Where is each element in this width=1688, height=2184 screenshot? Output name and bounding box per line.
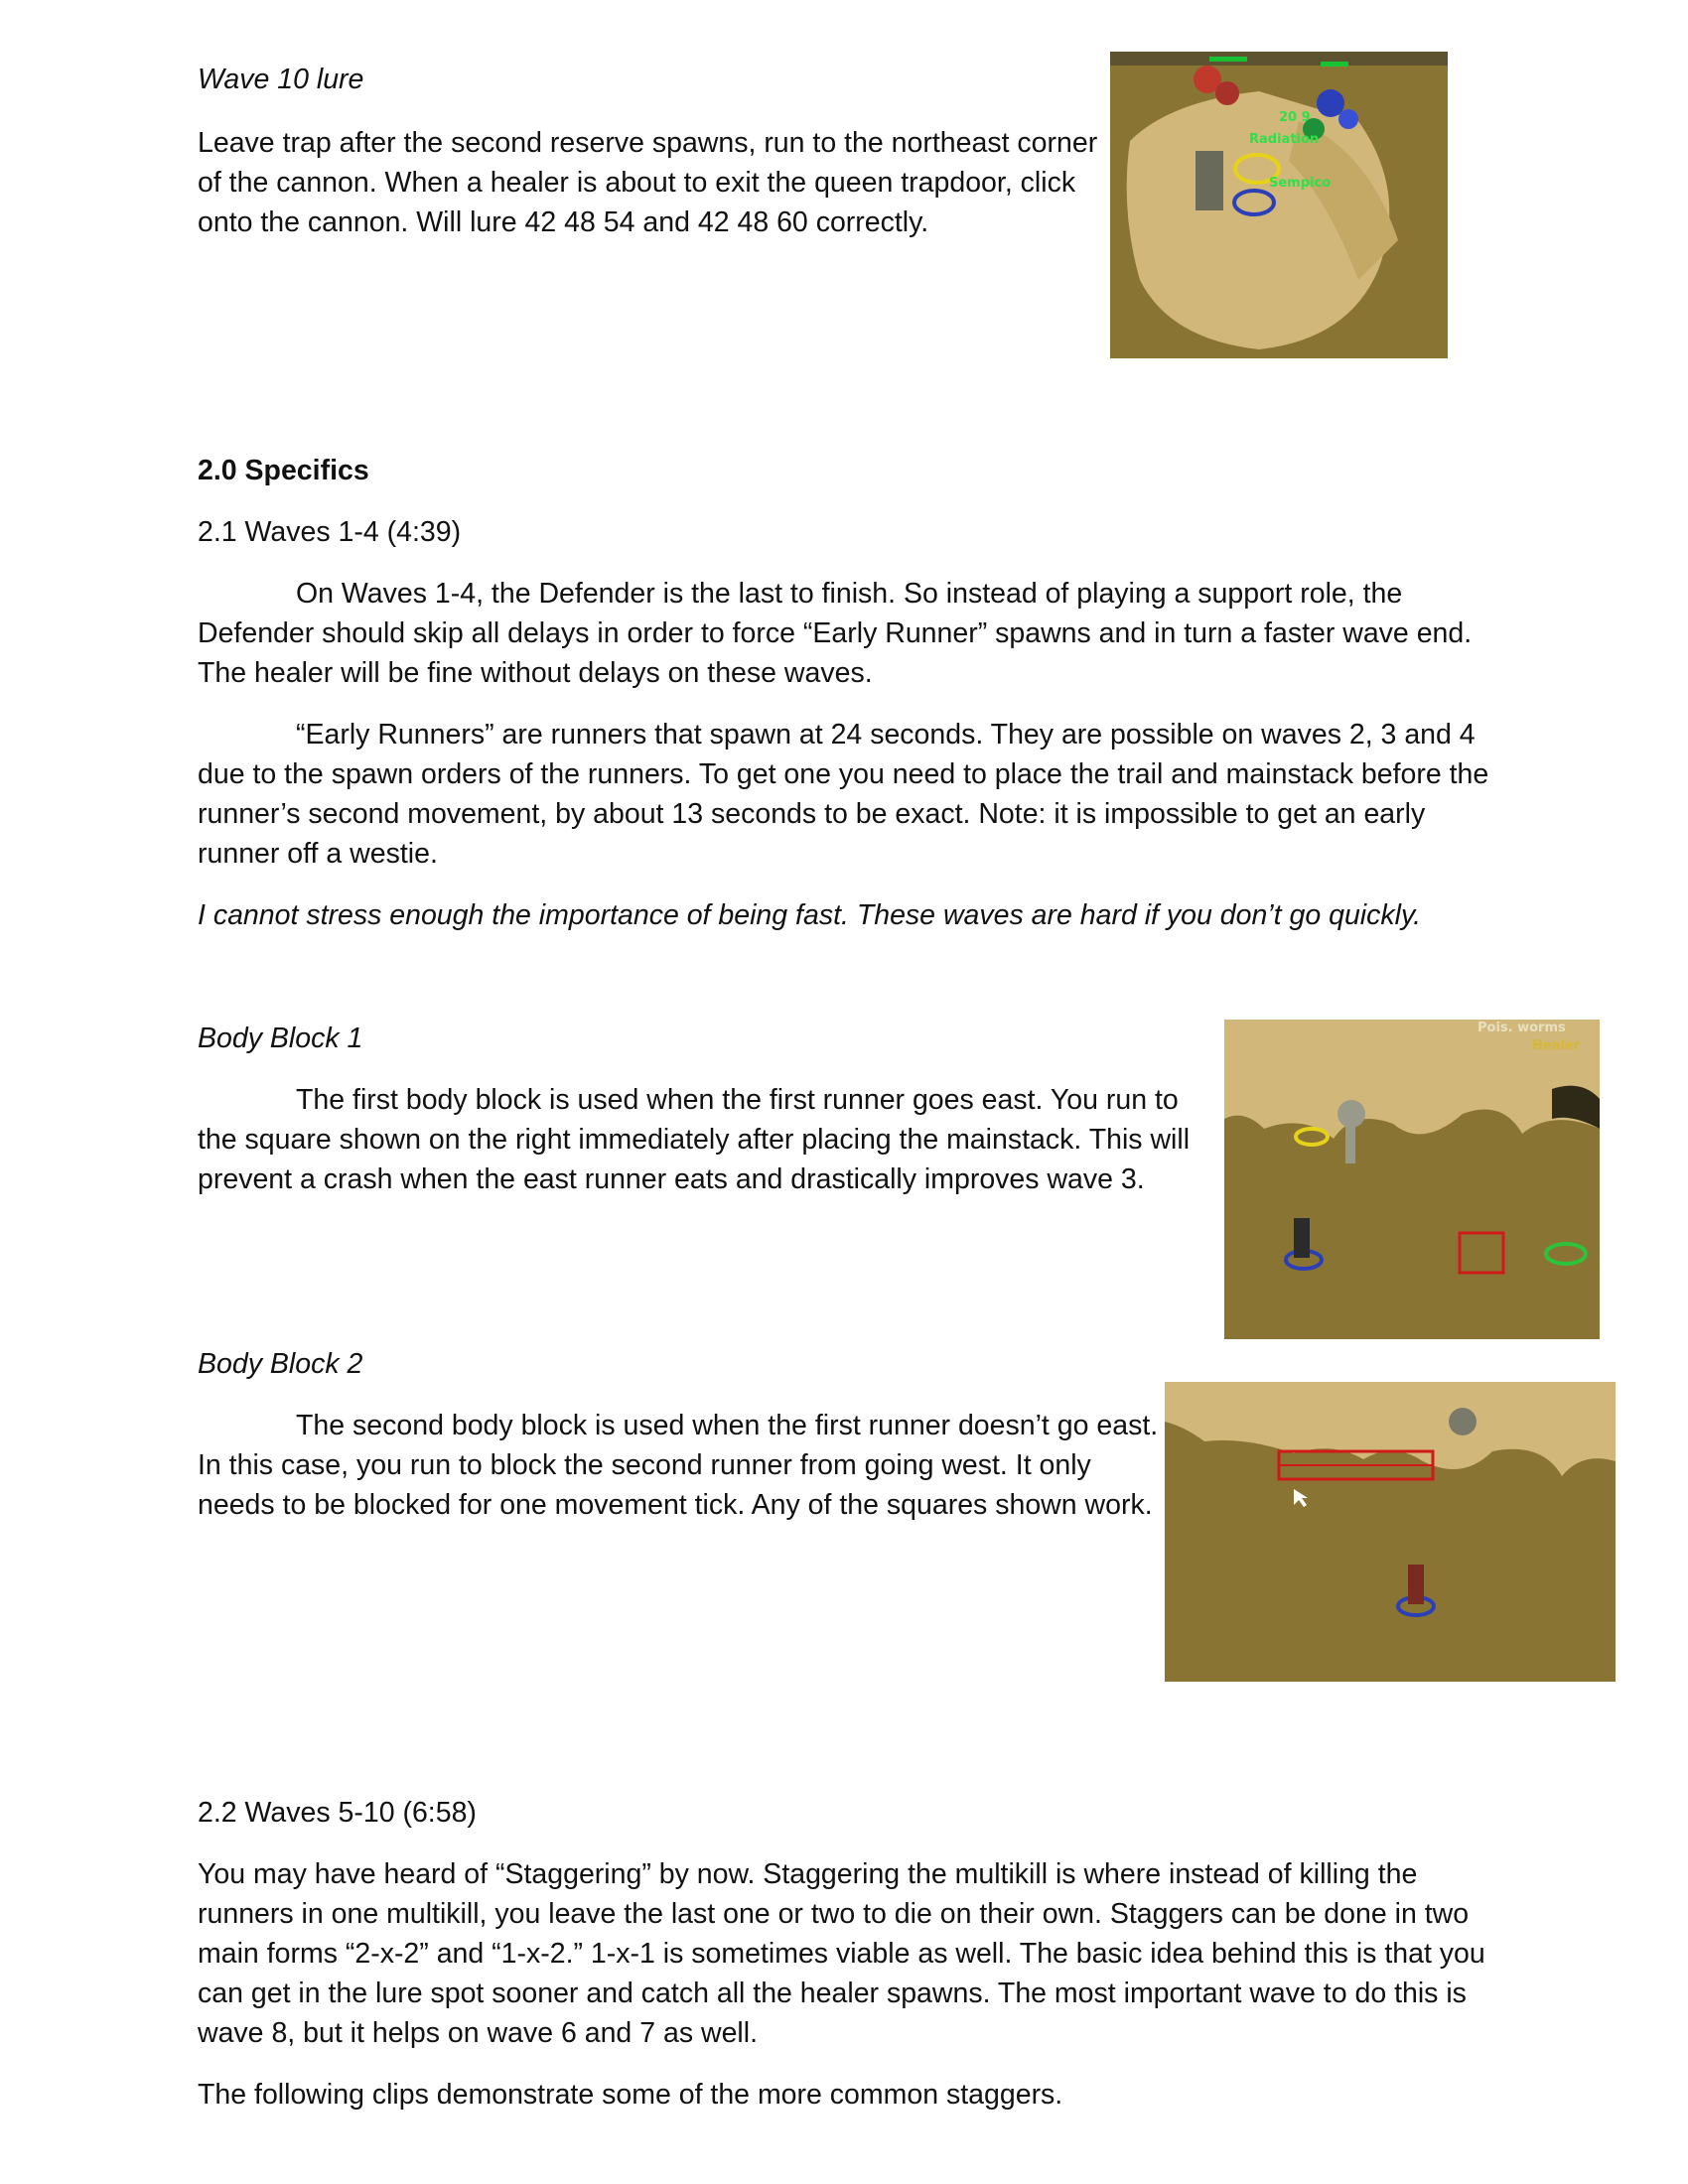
wave10-scene <box>1110 52 1448 358</box>
overlay-label: Healer <box>1532 1038 1581 1053</box>
block2-scene <box>1165 1382 1616 1682</box>
player-figure <box>1408 1565 1424 1604</box>
waves5-line-2: runners in one multikill, you leave the last one or two to die on their own. Staggers can be done in two <box>198 1898 1470 1930</box>
block1-screenshot <box>1224 1020 1600 1339</box>
overlay-label: 20 9 <box>1279 110 1311 125</box>
p2-line-4: runner off a westie. <box>198 838 438 870</box>
subsection-heading-2: 2.2 Waves 5-10 (6:58) <box>198 1797 477 1829</box>
block1-line-1: The first body block is used when the first runner goes east. You run to <box>296 1084 1179 1116</box>
wave10-line-3: onto the cannon. Will lure 42 48 54 and 42 48 60 correctly. <box>198 206 929 238</box>
health-bar <box>1209 57 1247 62</box>
wave10-heading: Wave 10 lure <box>198 64 364 95</box>
player-figure <box>1294 1218 1310 1258</box>
subsection-heading: 2.1 Waves 1-4 (4:39) <box>198 516 462 548</box>
blue-orb-icon <box>1338 109 1358 129</box>
block2-screenshot <box>1165 1382 1616 1682</box>
waves5-line-4: can get in the lure spot sooner and catch all the healer spawns. The most important wave to do this is <box>198 1978 1467 2009</box>
block1-line-2: the square shown on the right immediately after placing the mainstack. This will <box>198 1124 1191 1156</box>
rock-pillar <box>1337 1100 1365 1128</box>
waves5-line-3: main forms “2-x-2” and “1-x-2.” 1-x-1 is sometimes viable as well. The basic idea behind this is that you <box>198 1938 1485 1970</box>
overlay-label: Radiation <box>1249 132 1320 147</box>
fence-strip <box>1110 52 1448 66</box>
block2-line-3: needs to be blocked for one movement tick. Any of the squares shown work. <box>198 1489 1153 1521</box>
section-heading: 2.0 Specifics <box>198 455 369 486</box>
health-bar <box>1321 62 1348 67</box>
wave10-line-2: of the cannon. When a healer is about to exit the queen trapdoor, click <box>198 167 1076 199</box>
waves5-line-5: wave 8, but it helps on wave 6 and 7 as well. <box>198 2017 759 2049</box>
red-orb-icon <box>1215 81 1239 105</box>
block2-heading: Body Block 2 <box>198 1348 363 1380</box>
wave10-line-1: Leave trap after the second reserve spawns, run to the northeast corner <box>198 127 1098 159</box>
p1-line-1: On Waves 1-4, the Defender is the last to finish. So instead of playing a support role, the <box>296 578 1403 610</box>
p1-line-3: The healer will be fine without delays on these waves. <box>198 657 873 689</box>
overlay-label: Pois. worms <box>1477 1021 1566 1035</box>
block2-line-1: The second body block is used when the first runner doesn’t go east. <box>296 1410 1159 1441</box>
block1-line-3: prevent a crash when the east runner eats and drastically improves wave 3. <box>198 1163 1145 1195</box>
closing-line: The following clips demonstrate some of the more common staggers. <box>198 2079 1063 2111</box>
rock-figure <box>1449 1408 1477 1435</box>
emphasis-note: I cannot stress enough the importance of being fast. These waves are hard if you don’t go quickly. <box>198 899 1422 931</box>
rock-wall <box>1224 1020 1600 1139</box>
p1-line-2: Defender should skip all delays in order to force “Early Runner” spawns and in turn a faster wave end. <box>198 617 1473 649</box>
waves5-line-1: You may have heard of “Staggering” by now. Staggering the multikill is where instead of killing the <box>198 1858 1418 1890</box>
p2-line-3: runner’s second movement, by about 13 seconds to be exact. Note: it is impossible to get an early <box>198 798 1426 830</box>
blue-orb-icon <box>1317 89 1344 117</box>
block1-scene <box>1224 1020 1600 1339</box>
cannon <box>1196 151 1223 210</box>
block1-heading: Body Block 1 <box>198 1023 363 1054</box>
overlay-label: Sempico <box>1269 176 1332 191</box>
wave10-screenshot <box>1110 52 1448 358</box>
p2-line-2: due to the spawn orders of the runners. To get one you need to place the trail and mainstack before the <box>198 758 1489 790</box>
rock-pillar <box>1345 1124 1355 1163</box>
p2-line-1: “Early Runners” are runners that spawn at 24 seconds. They are possible on waves 2, 3 and 4 <box>296 719 1476 751</box>
block2-line-2: In this case, you run to block the second runner from going west. It only <box>198 1449 1091 1481</box>
